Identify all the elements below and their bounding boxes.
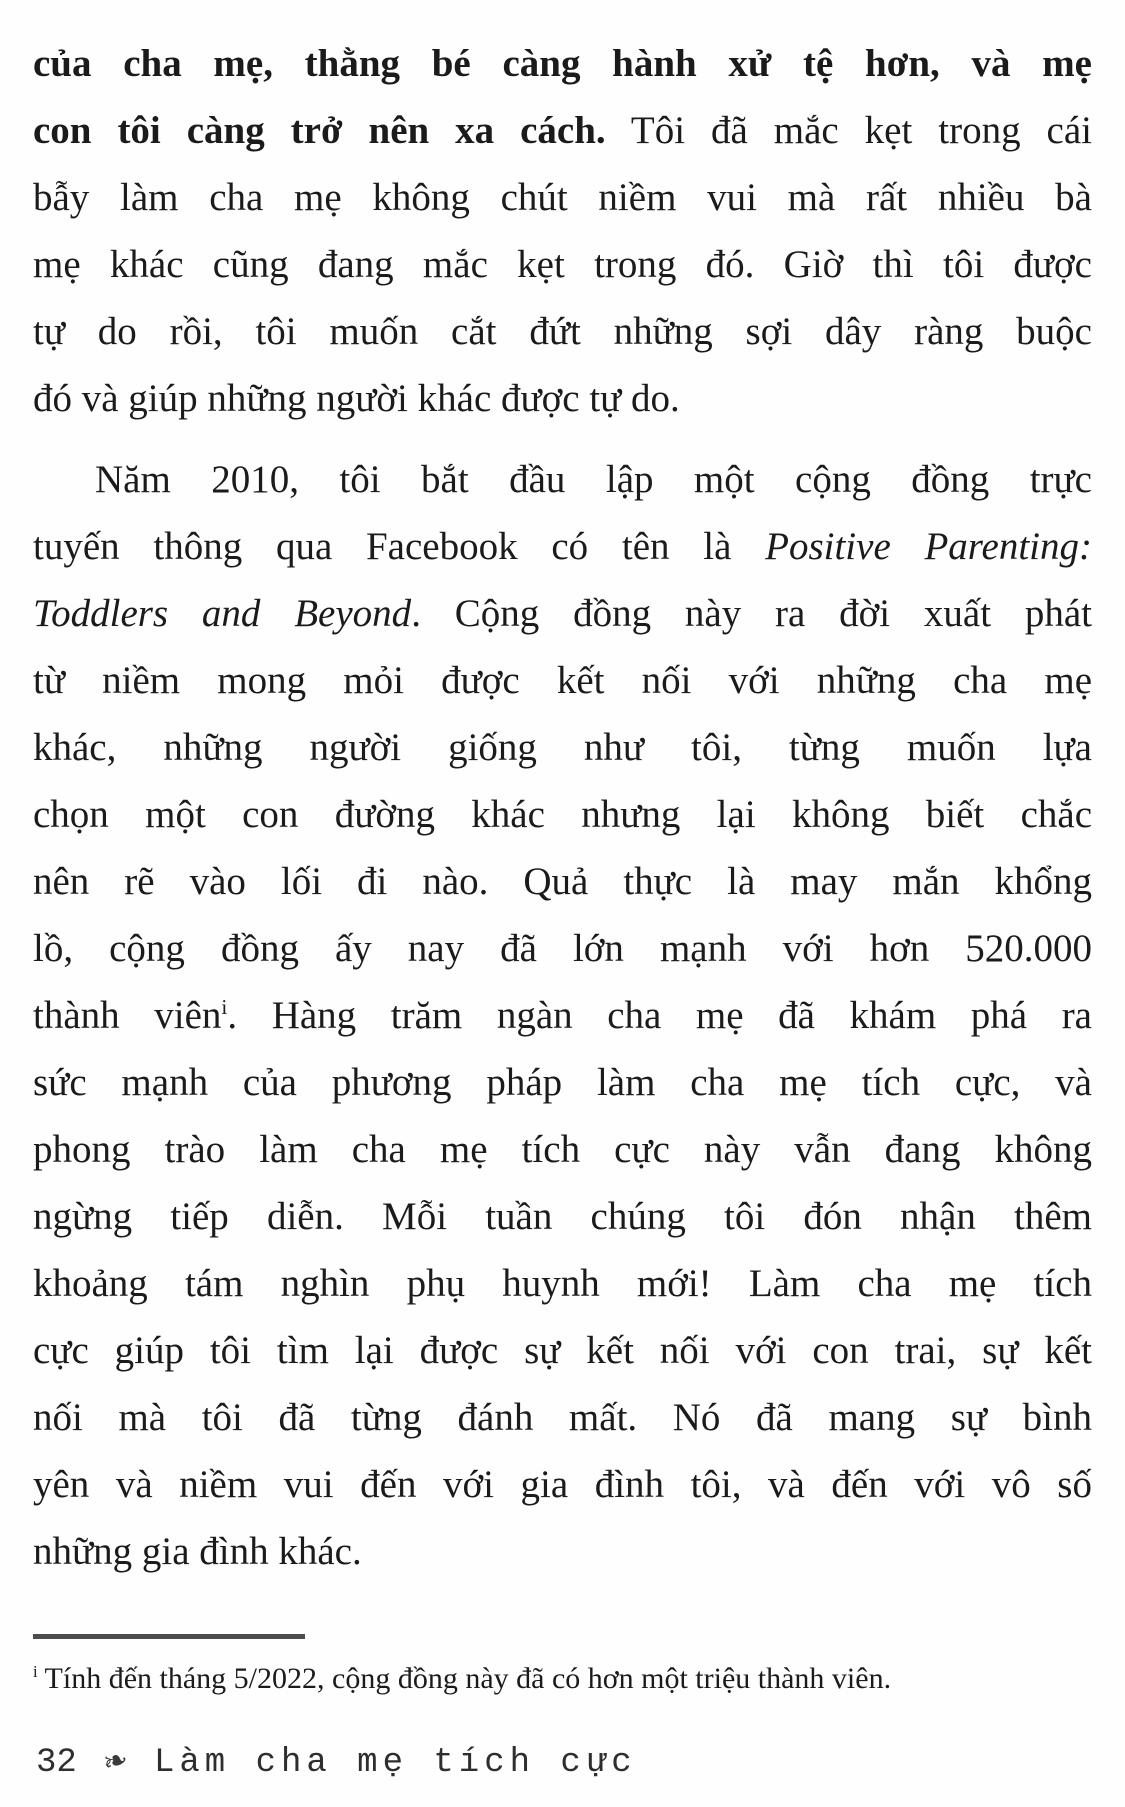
text-line	[33, 1384, 1092, 1451]
text-segment: lồ, cộng đồng ấy nay đã lớn mạnh với hơn 520.000	[33, 927, 1092, 970]
text-line	[33, 1518, 1092, 1585]
footnote	[33, 1656, 1092, 1702]
text-line	[33, 714, 1092, 781]
text-line	[33, 647, 1092, 714]
text-line	[33, 1183, 1092, 1250]
page-number: 32	[36, 1744, 77, 1782]
text-line	[33, 164, 1092, 231]
text-segment: phong trào làm cha mẹ tích cực này vẫn đang không	[33, 1128, 1092, 1171]
text-segment: . Hàng trăm ngàn cha mẹ đã khám phá ra	[227, 994, 1092, 1037]
text-line	[33, 848, 1092, 915]
footnote-divider	[33, 1634, 305, 1639]
text-line	[33, 580, 1092, 647]
text-segment: nên rẽ vào lối đi nào. Quả thực là may mắn khổng	[33, 860, 1092, 903]
text-segment: tự do rồi, tôi muốn cắt đứt những sợi dây ràng buộc	[33, 310, 1092, 353]
bold-text-segment: con tôi càng trở nên xa cách.	[33, 109, 606, 152]
text-segment: nối mà tôi đã từng đánh mất. Nó đã mang sự bình	[33, 1396, 1092, 1439]
footnote-ref-marker: i	[221, 995, 228, 1019]
footnote-marker: i	[33, 1662, 38, 1681]
text-segment: tuyến thông qua Facebook có tên là	[33, 525, 766, 568]
text-segment: từ niềm mong mỏi được kết nối với những cha mẹ	[33, 659, 1092, 702]
text-segment: sức mạnh của phương pháp làm cha mẹ tích cực, và	[33, 1061, 1092, 1104]
text-line	[33, 1317, 1092, 1384]
text-segment: mẹ khác cũng đang mắc kẹt trong đó. Giờ thì tôi được	[33, 243, 1092, 286]
text-segment: khác, những người giống như tôi, từng muốn lựa	[33, 726, 1092, 769]
text-segment: Năm 2010, tôi bắt đầu lập một cộng đồng trực	[95, 458, 1092, 501]
text-line	[33, 1250, 1092, 1317]
body-text	[33, 30, 1092, 1585]
footnote-text: Tính đến tháng 5/2022, cộng đồng này đã có hơn một triệu thành viên.	[37, 1662, 892, 1695]
italic-text-segment: Positive Parenting:	[765, 525, 1092, 568]
text-line	[33, 30, 1092, 97]
text-segment: cực giúp tôi tìm lại được sự kết nối với con trai, sự kết	[33, 1329, 1092, 1372]
book-title: Làm cha mẹ tích cực	[153, 1744, 637, 1782]
italic-text-segment: Toddlers and Beyond	[33, 592, 412, 635]
text-line	[33, 446, 1092, 513]
text-line	[33, 982, 1092, 1049]
text-segment: . Cộng đồng này ra đời xuất phát	[411, 592, 1092, 635]
text-segment: bẫy làm cha mẹ không chút niềm vui mà rất nhiều bà	[33, 176, 1092, 219]
fleuron-icon: ❧	[98, 1741, 133, 1782]
text-line	[33, 781, 1092, 848]
text-line	[33, 365, 1092, 432]
text-segment: ngừng tiếp diễn. Mỗi tuần chúng tôi đón nhận thêm	[33, 1195, 1092, 1238]
text-segment: thành viên	[33, 994, 222, 1037]
text-line	[33, 97, 1092, 164]
text-line	[33, 231, 1092, 298]
text-line	[33, 915, 1092, 982]
text-line	[33, 298, 1092, 365]
text-segment: những gia đình khác.	[33, 1530, 362, 1573]
bold-text-segment: của cha mẹ, thằng bé càng hành xử tệ hơn, và mẹ	[33, 42, 1092, 85]
text-segment: chọn một con đường khác nhưng lại không biết chắc	[33, 793, 1092, 836]
page-footer	[36, 1741, 637, 1782]
text-line	[33, 1451, 1092, 1518]
text-segment: yên và niềm vui đến với gia đình tôi, và đến với vô số	[33, 1463, 1092, 1506]
text-segment: khoảng tám nghìn phụ huynh mới! Làm cha mẹ tích	[33, 1262, 1092, 1305]
text-segment: đó và giúp những người khác được tự do.	[33, 377, 680, 420]
text-line	[33, 1049, 1092, 1116]
text-segment: Tôi đã mắc kẹt trong cái	[605, 109, 1092, 152]
text-line	[33, 513, 1092, 580]
text-line	[33, 1116, 1092, 1183]
